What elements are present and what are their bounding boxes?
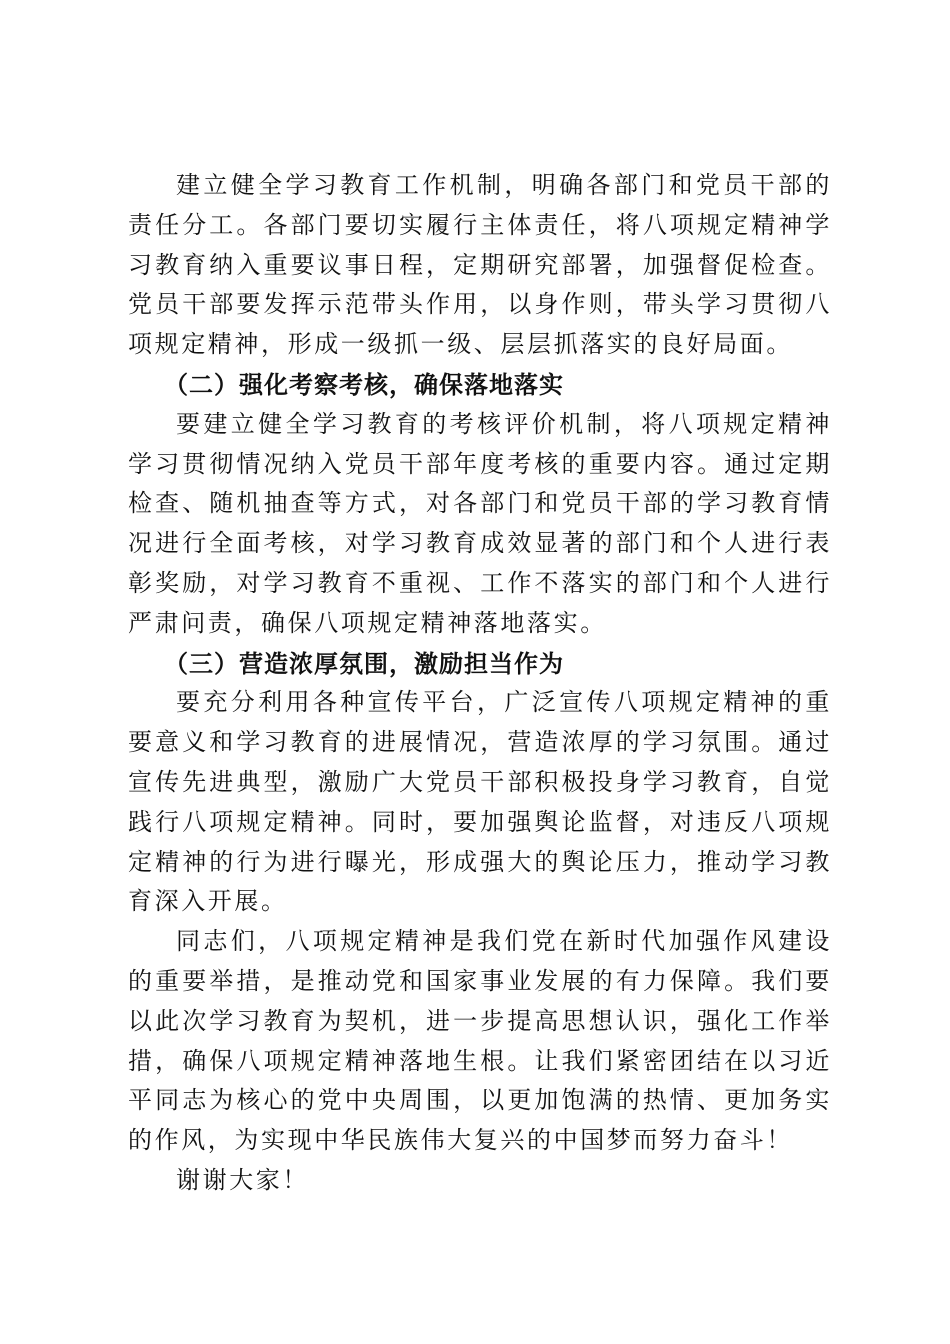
document-body: [128, 166, 832, 1201]
paragraph-atmosphere: 要充分利用各种宣传平台，广泛宣传八项规定精神的重要意义和学习教育的进展情况，营造浓厚的学习氛围。通过宣传先进典型，激励广大党员干部积极投身学习教育，自觉践行八项规定精神。同时，要加强舆论监督，对违反八项规定精神的行为进行曝光，形成强大的舆论压力，推动学习教育深入开展。: [128, 688, 832, 916]
paragraph-work-mechanism: 建立健全学习教育工作机制，明确各部门和党员干部的责任分工。各部门要切实履行主体责任，将八项规定精神学习教育纳入重要议事日程，定期研究部署，加强督促检查。党员干部要发挥示范带头作用，以身作则，带头学习贯彻八项规定精神，形成一级抓一级、层层抓落实的良好局面。: [128, 171, 832, 359]
paragraph-assessment: 要建立健全学习教育的考核评价机制，将八项规定精神学习贯彻情况纳入党员干部年度考核的重要内容。通过定期检查、随机抽查等方式，对各部门和党员干部的学习教育情况进行全面考核，对学习教育成效显著的部门和个人进行表彰奖励，对学习教育不重视、工作不落实的部门和个人进行严肃问责，确保八项规定精神落地落实。: [128, 409, 832, 637]
section-heading-assessment: （二）强化考察考核，确保落地落实: [164, 369, 564, 399]
paragraph-thanks: 谢谢大家！: [176, 1165, 309, 1194]
paragraph-closing: 同志们，八项规定精神是我们党在新时代加强作风建设的重要举措，是推动党和国家事业发展的有力保障。我们要以此次学习教育为契机，进一步提高思想认识，强化工作举措，确保八项规定精神落地生根。让我们紧密团结在以习近平同志为核心的党中央周围，以更加饱满的热情、更加务实的作风，为实现中华民族伟大复兴的中国梦而努力奋斗！: [128, 927, 832, 1155]
section-heading-atmosphere: （三）营造浓厚氛围，激励担当作为: [164, 648, 564, 678]
